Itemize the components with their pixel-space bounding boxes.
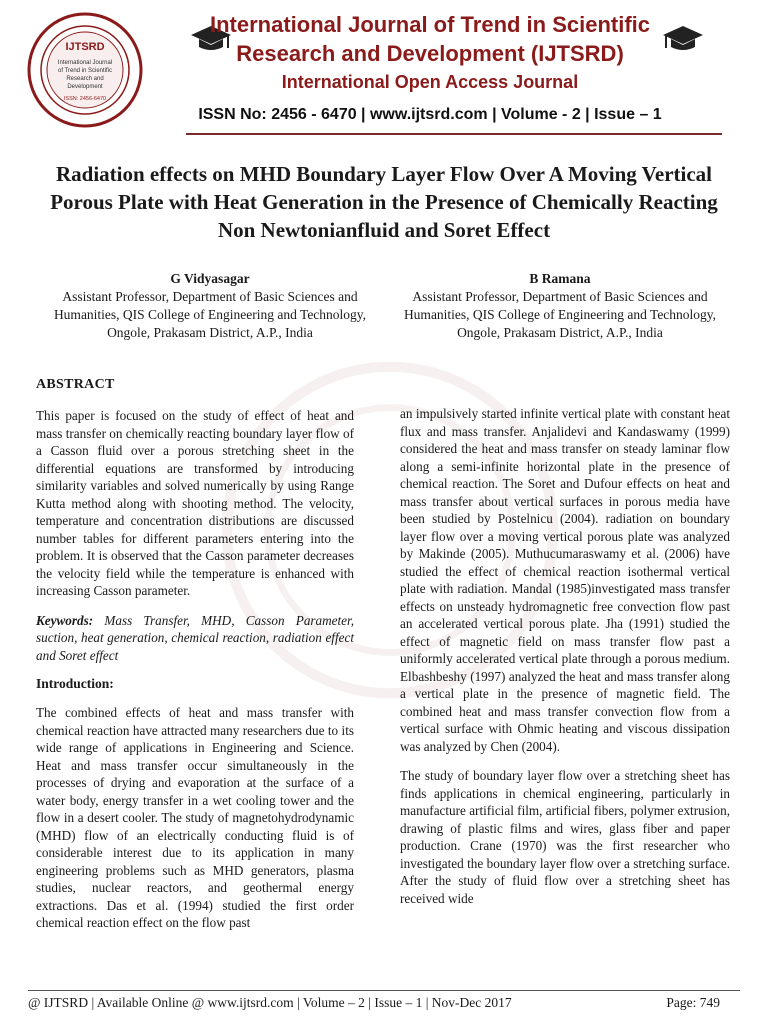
keywords: [36, 612, 354, 665]
author-block: [40, 270, 380, 342]
journal-header: [0, 0, 768, 140]
right-column: [400, 405, 730, 919]
author-affiliation: Assistant Professor, Department of Basic Sciences and Humanities, QIS College of Engineering and Technology, Ongole, Prakasam District, A.P., India: [403, 289, 717, 340]
footer-info: @ IJTSRD | Available Online @ www.ijtsrd.com | Volume – 2 | Issue – 1 | Nov-Dec 2017: [28, 995, 512, 1010]
abstract-text: This paper is focused on the study of effect of heat and mass transfer on chemically reacting boundary layer flow of a Casson fluid over a porous stretching sheet in the differential equations are transformed by introducing similarity variables and solved numerically by using Range Kutta method along with shooting method. The velocity, temperature and concentration distributions are discussed number tables for different parameters entering into the problem. It is observed that the Casson parameter decreases the velocity field while the temperature is enhanced with increasing Casson parameter.: [36, 408, 354, 598]
body-paragraph: The study of boundary layer flow over a stretching sheet has finds applications in chemical engineering, particularly in manufacture artificial film, artificial fibers, polymer extrusion, drawing of plastic films and wires, glass fiber and paper production. Crane (1970) was the first researcher who investigated the boundary layer flow over a stretching surface. After the study of fluid flow over a stretching sheet has received wide: [400, 768, 730, 906]
abstract-heading: ABSTRACT: [36, 377, 115, 392]
introduction-paragraph: The combined effects of heat and mass transfer with chemical reaction have attracted many researchers due to its wide range of applications in Engineering and Science. Heat and mass transfer occur simultaneously in the processes of drying and evaporation at the surface of a water body, energy transfer in a wet cooling tower and the flow in a desert cooler. The study of magnetohydrodynamic (MHD) flow of an electrically conducting fluid is of considerable interest due to its application in many engineering problems such as MHD generators, plasma studies, nuclear reactors, and geothermal energy extractions. Das et al. (1994) studied the first order chemical reaction effect on the flow past: [36, 705, 354, 930]
body-paragraph: an impulsively started infinite vertical plate with constant heat flux and mass transfer. Anjalidevi and Kandaswamy (1999) considered the heat and mass transfer on steady laminar flow along a semi-infinite horizontal plate in the presence of chemical reaction. The Soret and Dufour effects on heat and mass transfer about vertical surfaces in porous media have been studied by Postelnicu (2004). radiation on boundary layer flow over a moving vertical porous plate was analyzed by Makinde (2005). Muthucumaraswamy et al. (2006) have studied the effect of chemical reaction isothermal vertical plate with radiation. Mandal (1985)investigated mass transfer effects on unsteady hydromagnetic free convection flow past an accelerated vertical porous plate. Jha (1991) studied the effect of magnetic field on mass transfer flow past a uniformly accelerated vertical plate through a porous medium. Elbashbeshy (1997) analyzed the heat and mass transfer along a vertical plate in the presence of magnetic field. The combined heat and mass transfer convection flow from a vertical surface with Ohmic heating and viscous dissipation was analyzed by Chen (2004).: [400, 406, 730, 754]
author-affiliation: Assistant Professor, Department of Basic Sciences and Humanities, QIS College of Engineering and Technology, Ongole, Prakasam District, A.P., India: [53, 289, 367, 340]
svg-text:Development: Development: [67, 84, 103, 90]
author-block: [390, 270, 730, 342]
journal-seal-logo: [27, 12, 143, 128]
svg-text:International Journal: International Journal: [57, 60, 113, 66]
introduction-heading: Introduction:: [36, 676, 114, 691]
svg-text:IJTSRD: IJTSRD: [65, 41, 105, 53]
author-name: B Ramana: [529, 271, 591, 286]
keywords-text: Mass Transfer, MHD, Casson Parameter, suction, heat generation, chemical reaction, radiation effect and Soret effect: [36, 612, 355, 663]
journal-subtitle: International Open Access Journal: [281, 72, 579, 92]
journal-title-line2: Research and Development (IJTSRD): [236, 41, 624, 66]
header-divider: [186, 133, 722, 135]
keywords-label: Keywords:: [36, 612, 94, 628]
left-column: [36, 377, 354, 944]
issn-line: ISSN No: 2456 - 6470 | www.ijtsrd.com | Volume - 2 | Issue – 1: [198, 106, 662, 123]
page-footer: [28, 990, 740, 1011]
svg-text:of Trend in Scientific: of Trend in Scientific: [57, 68, 113, 74]
svg-text:Research and: Research and: [66, 76, 104, 82]
page-number: Page: 749: [666, 995, 720, 1010]
author-name: G Vidyasagar: [170, 271, 250, 286]
paper-title: Radiation effects on MHD Boundary Layer Flow Over A Moving Vertical Porous Plate with Heat Generation in the Presence of Chemically Reacting Non Newtonianfluid and Soret Effect: [50, 162, 718, 242]
journal-title-line1: International Journal of Trend in Scientific: [209, 12, 651, 37]
svg-text:ISSN: 2456-6470: ISSN: 2456-6470: [63, 96, 107, 102]
